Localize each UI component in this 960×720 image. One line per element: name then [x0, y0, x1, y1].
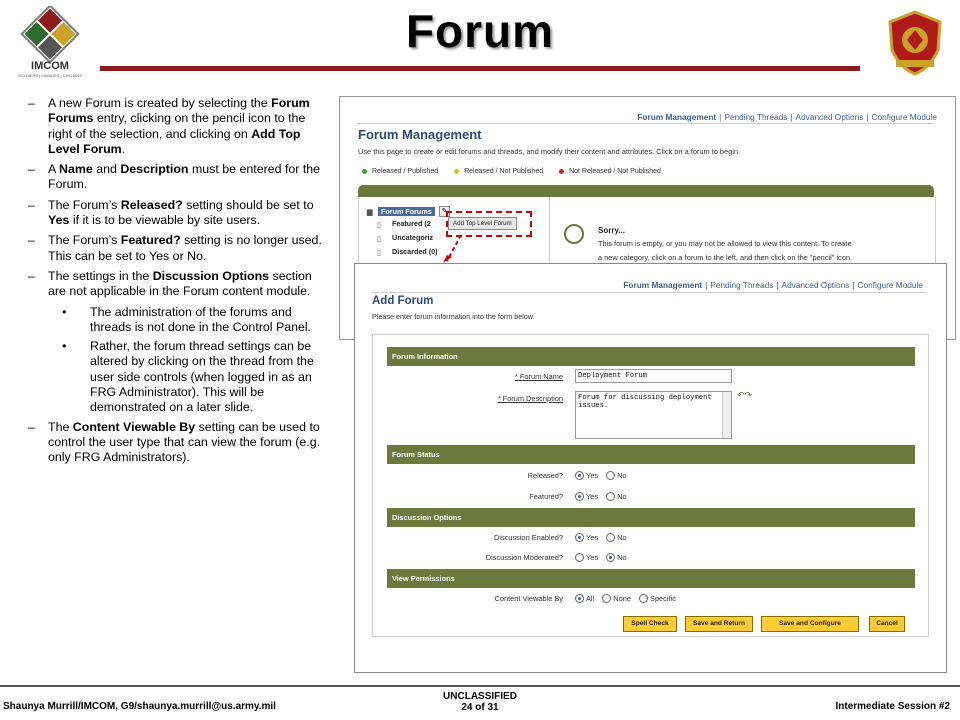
- context-menu-add-top-level-forum[interactable]: Add Top Level Forum: [448, 217, 517, 230]
- bullet-text: section are not applicable in the Forum content module.: [48, 268, 312, 299]
- bullet-text: entry, clicking on the pencil icon to the right of the selection, and clicking on: [48, 111, 306, 141]
- footer-center: [380, 691, 580, 713]
- info-circle-icon: [564, 224, 584, 244]
- bullet-text: Forum Forums: [48, 96, 310, 126]
- bullet-marker: –: [28, 96, 35, 110]
- slide-title: Forum: [405, 5, 555, 57]
- bullet-text: Description: [120, 162, 189, 177]
- bullet-item: [28, 420, 328, 466]
- bullet-text: Featured?: [120, 233, 181, 248]
- bullet-marker: –: [28, 162, 35, 177]
- bullet-item: [28, 162, 328, 193]
- folder-icon: ▆: [367, 207, 373, 216]
- bullet-text: The settings in the: [48, 268, 153, 283]
- bullet-text: Add Top Level Forum: [48, 126, 301, 156]
- released-yes-radio[interactable]: [575, 471, 584, 480]
- bullet-item: [28, 305, 328, 336]
- tree-item-uncategorized[interactable]: Uncategoriz: [392, 233, 434, 242]
- sorry-message: [598, 237, 918, 264]
- featured-no-radio[interactable]: [606, 492, 615, 501]
- radio-label: None: [613, 593, 631, 603]
- content-viewable-by-label: Content Viewable By: [494, 594, 563, 603]
- footer-session: Intermediate Session #2: [835, 701, 950, 712]
- section-forum-status: Forum Status: [387, 445, 915, 464]
- radio-label: Yes: [586, 491, 599, 501]
- save-and-return-button[interactable]: Save and Return: [685, 616, 753, 632]
- classification-label: UNCLASSIFIED: [443, 691, 517, 702]
- radio-label: No: [617, 552, 627, 562]
- page-description: Use this page to create or edit forums and threads, and modify their content and attributes. Click on a forum to begin.: [358, 147, 741, 156]
- sorry-title: Sorry...: [598, 226, 625, 235]
- nav-forum-management[interactable]: Forum Management: [637, 112, 717, 122]
- divider: [358, 123, 934, 124]
- radio-label: Specific: [650, 593, 676, 603]
- sorry-line: This forum is empty, or you may not be allowed to view this content. To create: [598, 239, 852, 248]
- featured-label: Featured?: [529, 492, 563, 501]
- viewable-specific-radio[interactable]: [639, 594, 648, 603]
- top-nav: Forum Management | Pending Threads | Advanced Options | Configure Module: [623, 280, 923, 290]
- nav-advanced-options[interactable]: Advanced Options: [795, 112, 864, 122]
- green-dot-icon: [362, 169, 367, 174]
- discussion-moderated-yes-radio[interactable]: [575, 553, 584, 562]
- title-rule: [100, 66, 860, 71]
- legend-released-not-published: Released / Not Published: [464, 168, 544, 175]
- discussion-moderated-label: Discussion Moderated?: [485, 553, 563, 562]
- featured-radio-group: [575, 491, 633, 501]
- svg-text:SOLDIERS | FAMILIES | CIVILIAN: SOLDIERS | FAMILIES | CIVILIANS: [17, 73, 83, 78]
- legend-released-published: Released / Published: [372, 168, 439, 175]
- bullet-text: setting should be set to: [182, 197, 314, 212]
- save-and-configure-button[interactable]: Save and Configure: [761, 616, 859, 632]
- bullet-text: The Forum’s: [48, 233, 121, 248]
- section-discussion-options: Discussion Options: [387, 508, 915, 527]
- bullet-marker: –: [28, 197, 35, 212]
- status-legend: [362, 168, 661, 175]
- radio-label: Yes: [586, 470, 599, 480]
- bullet-marker: –: [28, 419, 35, 434]
- page-icon: ▯: [377, 248, 381, 257]
- spellcheck-icon[interactable]: ↶↷: [737, 390, 753, 400]
- bullet-text: Content Viewable By: [72, 419, 196, 434]
- panel-header-bar: [358, 185, 934, 197]
- nav-forum-management[interactable]: Forum Management: [623, 280, 703, 290]
- bullet-text: Released?: [120, 197, 183, 212]
- nav-pending-threads[interactable]: Pending Threads: [710, 280, 774, 290]
- nav-configure-module[interactable]: Configure Module: [857, 280, 923, 290]
- forum-description-label: * Forum Description: [497, 394, 563, 403]
- bullet-text: The: [48, 419, 73, 434]
- radio-label: No: [617, 470, 627, 480]
- radio-label: No: [617, 532, 627, 542]
- bullet-text: Rather, the forum thread settings can be altered by clicking on the thread from the user side controls (when logged in as an FRG Administrator). This will be demonstrated on a later slide.: [90, 339, 314, 415]
- add-forum-form: [372, 334, 929, 637]
- bullet-text: The administration of the forums and threads is not done in the Control Panel.: [90, 304, 312, 334]
- footer-rule: [0, 685, 960, 687]
- page-description: Please enter forum information into the form below.: [372, 312, 535, 321]
- tree-item-discarded[interactable]: Discarded (0): [392, 247, 438, 256]
- viewable-all-radio[interactable]: [575, 594, 584, 603]
- discussion-moderated-no-radio[interactable]: [606, 553, 615, 562]
- forum-name-input[interactable]: [575, 369, 732, 383]
- svg-text:IMCOM: IMCOM: [31, 60, 69, 72]
- bullet-item: [28, 339, 328, 415]
- bullet-text: A: [48, 162, 60, 177]
- bullet-text: .: [121, 141, 126, 156]
- bullet-text: must be entered for the Forum.: [48, 162, 321, 192]
- radio-label: All: [586, 593, 595, 603]
- released-no-radio[interactable]: [606, 471, 615, 480]
- section-view-permissions: View Permissions: [387, 569, 915, 588]
- bullet-text: Name: [59, 162, 93, 177]
- radio-label: No: [617, 491, 627, 501]
- red-dot-icon: [559, 169, 564, 174]
- add-forum-screenshot: [354, 263, 947, 673]
- page-icon: ▯: [377, 220, 381, 229]
- bullet-text: setting can be used to control the user type that can view the forum (e.g. only FRG Administrators).: [48, 419, 321, 465]
- cancel-button[interactable]: Cancel: [869, 616, 905, 632]
- footer-author: Shaunya Murrill/IMCOM, G9/shaunya.murrill@us.army.mil: [3, 701, 276, 712]
- discussion-enabled-no-radio[interactable]: [606, 533, 615, 542]
- nav-configure-module[interactable]: Configure Module: [871, 112, 937, 122]
- forum-description-textarea[interactable]: Forum for discussing deployment issues.: [575, 391, 732, 439]
- bullet-item: [28, 198, 328, 229]
- yellow-dot-icon: [454, 169, 459, 174]
- discussion-moderated-radio-group: [575, 552, 633, 562]
- released-label: Released?: [527, 471, 563, 480]
- viewable-none-radio[interactable]: [602, 594, 611, 603]
- tree-item-forum-forums[interactable]: Forum Forums: [378, 207, 435, 216]
- bullet-text: and: [92, 162, 121, 177]
- textarea-scrollbar[interactable]: [722, 392, 731, 438]
- section-forum-information: Forum Information: [387, 347, 915, 366]
- page-icon: ▯: [377, 234, 381, 243]
- page-number: 24 of 31: [461, 702, 499, 713]
- spell-check-button[interactable]: Spell Check: [623, 616, 677, 632]
- bullet-item: [28, 269, 328, 300]
- bullet-text: Discussion Options: [152, 268, 270, 283]
- bullet-item: [28, 233, 328, 264]
- page-title: Forum Management: [358, 127, 482, 142]
- page-title: Add Forum: [372, 295, 434, 307]
- legend-not-released: Not Released / Not Published: [569, 168, 661, 175]
- bullet-text: A new Forum is created by selecting the: [48, 96, 272, 110]
- bullet-list: [28, 96, 328, 471]
- arrow-icon: [443, 235, 467, 265]
- featured-yes-radio[interactable]: [575, 492, 584, 501]
- nav-pending-threads[interactable]: Pending Threads: [724, 112, 788, 122]
- forum-name-label: * Forum Name: [514, 372, 563, 381]
- radio-label: Yes: [586, 532, 599, 542]
- discussion-enabled-label: Discussion Enabled?: [493, 533, 563, 542]
- bullet-text: setting is no longer used. This can be set to Yes or No.: [48, 233, 322, 263]
- bullet-marker: •: [62, 339, 67, 354]
- bullet-text: if it is to be viewable by site users.: [69, 213, 261, 228]
- discussion-enabled-radio-group: [575, 532, 633, 542]
- bullet-marker: –: [28, 268, 35, 283]
- army-crest-logo: [880, 8, 950, 78]
- bullet-text: The Forum’s: [48, 197, 121, 212]
- pencil-icon[interactable]: ✎: [439, 206, 450, 217]
- bullet-marker: •: [62, 304, 67, 319]
- released-radio-group: [575, 470, 633, 480]
- discussion-enabled-yes-radio[interactable]: [575, 533, 584, 542]
- divider: [372, 292, 927, 293]
- sorry-line: a new category, click on a forum to the left, and then click on the "pencil" icon.: [598, 252, 853, 262]
- radio-label: Yes: [586, 552, 599, 562]
- nav-advanced-options[interactable]: Advanced Options: [781, 280, 850, 290]
- tree-item-featured[interactable]: Featured (2: [392, 219, 431, 228]
- top-nav: Forum Management | Pending Threads | Advanced Options | Configure Module: [637, 112, 937, 122]
- bullet-text: Yes: [48, 213, 70, 228]
- bullet-marker: –: [28, 233, 35, 248]
- bullet-item: [28, 96, 328, 157]
- content-viewable-radio-group: [575, 593, 682, 603]
